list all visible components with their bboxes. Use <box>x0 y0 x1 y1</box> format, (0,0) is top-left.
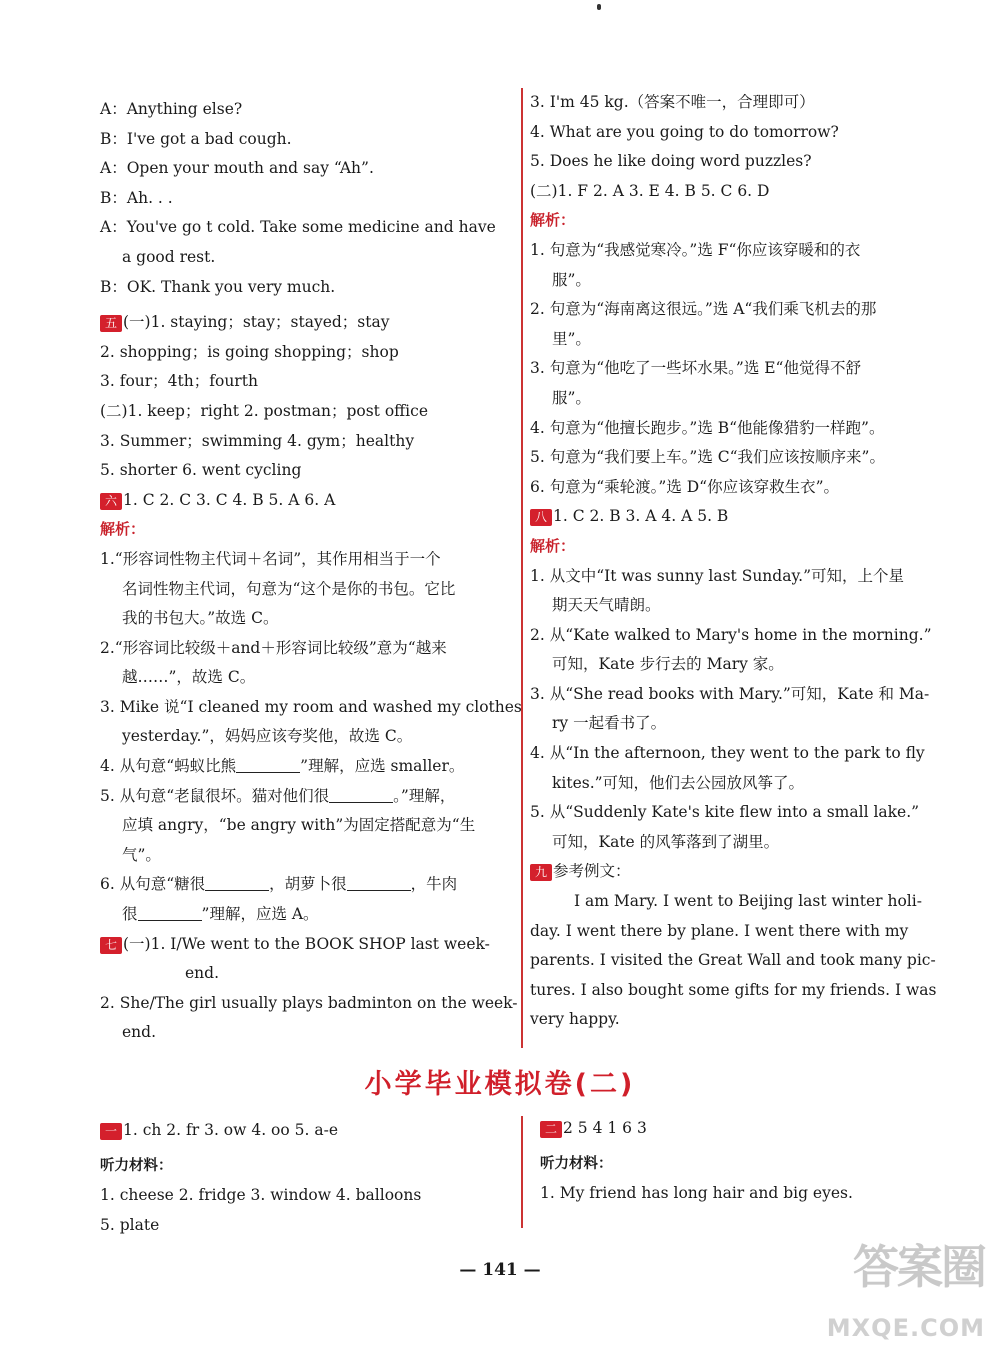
text-segment: 。”理解， <box>393 786 456 805</box>
analysis-line: 应填 angry，“be angry with”为固定搭配意为“生 <box>122 816 476 835</box>
answer-line: (二)1. F 2. A 3. E 4. B 5. C 6. D <box>530 181 770 200</box>
listening-line: 1. cheese 2. fridge 3. window 4. balloons <box>100 1186 422 1205</box>
answer-line: 5. shorter 6. went cycling <box>100 461 302 480</box>
answer-blank <box>138 906 202 921</box>
essay-line: tures. I also bought some gifts for my friends. I was <box>530 980 937 999</box>
analysis-line: 2. 句意为“海南离这很远。”选 A“我们乘飞机去的那 <box>530 300 877 319</box>
answer-line: 4. What are you going to do tomorrow? <box>530 122 839 141</box>
section-badge: 七 <box>100 937 122 954</box>
essay-line: day. I went there by plane. I went there with my <box>530 921 909 940</box>
dialogue-line: B：I've got a bad cough. <box>100 129 292 148</box>
section2-row <box>540 1114 950 1144</box>
watermark-url: MXQE.COM <box>826 1314 985 1342</box>
right-column <box>530 88 950 1035</box>
answer-line: 3. Summer；swimming 4. gym；healthy <box>100 431 415 450</box>
exam-title: 小学毕业模拟卷(二) <box>364 1069 636 1100</box>
text-segment: 很 <box>122 905 138 924</box>
section9-row <box>530 857 950 887</box>
analysis-line: yesterday.”，妈妈应该夸奖他，故选 C。 <box>122 727 413 746</box>
analysis-line: 6. 句意为“乘轮渡。”选 D“你应该穿救生衣”。 <box>530 477 840 496</box>
analysis-line-q6-cont <box>100 900 515 930</box>
analysis-line: 我的书包大。”故选 C。 <box>122 609 279 628</box>
analysis-label: 解析： <box>530 211 576 230</box>
listening-material-label: 听力材料： <box>540 1155 613 1172</box>
section-badge: 九 <box>530 864 552 881</box>
analysis-line: 4. 从“In the afternoon, they went to the park to fly <box>530 744 925 763</box>
answer-text: 1. C 2. C 3. C 4. B 5. A 6. A <box>123 490 336 509</box>
sample-essay-label: 参考例文： <box>553 862 631 881</box>
analysis-line: 服”。 <box>552 270 591 289</box>
analysis-line: 4. 句意为“他擅长跑步。”选 B“他能像猎豹一样跑”。 <box>530 418 885 437</box>
analysis-line: 5. 句意为“我们要上车。”选 C“我们应该按顺序来”。 <box>530 448 885 467</box>
answer-blank <box>205 876 269 891</box>
answer-blank <box>347 876 411 891</box>
analysis-line: 1. 从文中“It was sunny last Sunday.”可知，上个星 <box>530 566 904 585</box>
analysis-line: 越……”，故选 C。 <box>122 668 256 687</box>
analysis-line: 1.“形容词性物主代词＋名词”，其作用相当于一个 <box>100 549 441 568</box>
essay-line: I am Mary. I went to Beijing last winter holi- <box>574 892 922 911</box>
answer-line: end. <box>185 964 220 983</box>
text-segment: 5. 从句意“老鼠很坏。猫对他们很 <box>100 786 330 805</box>
analysis-line: 5. 从“Suddenly Kate's kite flew into a small lake.” <box>530 803 920 822</box>
text-segment: ”理解，应选 smaller。 <box>300 757 465 776</box>
answer-line: 5. Does he like doing word puzzles? <box>530 152 812 171</box>
listening-line: 1. My friend has long hair and big eyes. <box>540 1184 853 1203</box>
analysis-line: 3. Mike 说“I cleaned my room and washed my clothes <box>100 697 522 716</box>
analysis-line: 可知，Kate 步行去的 Mary 家。 <box>552 655 784 674</box>
column-divider <box>521 88 523 1048</box>
analysis-line: 3. 从“She read books with Mary.”可知，Kate 和 Ma- <box>530 684 930 703</box>
section-badge: 八 <box>530 509 552 526</box>
scan-speck <box>597 4 601 10</box>
essay-line: very happy. <box>530 1010 620 1029</box>
section-badge: 一 <box>100 1123 122 1140</box>
listening-line: 5. plate <box>100 1215 160 1234</box>
answer-text: (一)1. staying；stay；stayed；stay <box>123 313 390 332</box>
dialogue-line: a good rest. <box>122 247 216 266</box>
answer-text: (一)1. I/We went to the BOOK SHOP last week- <box>123 934 490 953</box>
dialogue-line: A：You've go t cold. Take some medicine and have <box>100 218 496 237</box>
answer-line: 3. I'm 45 kg.（答案不唯一，合理即可） <box>530 93 815 111</box>
analysis-line: kites.”可知，他们去公园放风筝了。 <box>552 773 805 792</box>
bottom-right-block <box>540 1114 950 1209</box>
answer-text: 2 5 4 1 6 3 <box>563 1119 647 1137</box>
listening-material-label: 听力材料： <box>100 1157 173 1174</box>
text-segment: ”理解，应选 A。 <box>201 905 319 924</box>
analysis-line: 2. 从“Kate walked to Mary's home in the morning.” <box>530 625 932 644</box>
section6-row <box>100 486 515 516</box>
answer-line: end. <box>122 1023 157 1042</box>
left-column <box>100 95 522 1048</box>
analysis-line: 2.“形容词比较级＋and＋形容词比较级”意为“越来 <box>100 638 447 657</box>
text-segment: ，牛肉 <box>410 875 458 894</box>
answer-line: 3. four；4th；fourth <box>100 372 258 391</box>
analysis-line: 气”。 <box>122 845 161 864</box>
text-segment: 4. 从句意“蚂蚁比熊 <box>100 757 237 776</box>
analysis-line: 3. 句意为“他吃了一些坏水果。”选 E“他觉得不舒 <box>530 359 861 378</box>
analysis-line: 1. 句意为“我感觉寒冷。”选 F“你应该穿暖和的衣 <box>530 240 861 259</box>
analysis-line: 可知，Kate 的风筝落到了湖里。 <box>552 832 780 851</box>
dialogue-line: B：OK. Thank you very much. <box>100 277 336 296</box>
analysis-line-q4 <box>100 752 515 782</box>
section-badge: 五 <box>100 315 122 332</box>
answer-line: (二)1. keep；right 2. postman；post office <box>100 401 428 420</box>
page-number: — 141 — <box>459 1260 541 1280</box>
answer-line: 2. shopping；is going shopping；shop <box>100 342 399 361</box>
bottom-left-block <box>100 1116 515 1240</box>
dialogue-line: A：Anything else? <box>100 100 243 118</box>
answer-blank <box>329 788 393 803</box>
answer-blank <box>236 758 300 773</box>
dialogue-line: A：Open your mouth and say “Ah”. <box>100 159 374 178</box>
essay-line: parents. I visited the Great Wall and took many pic- <box>530 951 936 970</box>
analysis-label: 解析： <box>100 520 146 539</box>
answer-text: 1. C 2. B 3. A 4. A 5. B <box>553 507 729 526</box>
analysis-line: ry 一起看书了。 <box>552 714 667 733</box>
section-badge: 二 <box>540 1121 562 1138</box>
analysis-line: 服”。 <box>552 388 591 407</box>
text-segment: 6. 从句意“糖很 <box>100 875 206 894</box>
watermark-stamp: 答案圈 <box>853 1240 985 1294</box>
watermark-logo <box>815 1232 985 1342</box>
section-badge: 六 <box>100 493 122 510</box>
analysis-line: 里”。 <box>552 329 591 348</box>
analysis-line: 期天天气晴朗。 <box>552 596 661 615</box>
column-divider <box>521 1116 523 1228</box>
analysis-line-q6 <box>100 870 515 900</box>
text-segment: ，胡萝卜很 <box>269 875 347 894</box>
section1-row <box>100 1116 515 1146</box>
answer-line: 2. She/The girl usually plays badminton on the week- <box>100 993 518 1012</box>
answer-text: 1. ch 2. fr 3. ow 4. oo 5. a-e <box>123 1121 339 1139</box>
analysis-label: 解析： <box>530 536 576 555</box>
section8-row <box>530 502 950 532</box>
dialogue-line: B：Ah. . . <box>100 188 173 207</box>
section7-row <box>100 930 515 960</box>
analysis-line: 名词性物主代词，句意为“这个是你的书包。它比 <box>122 579 456 598</box>
analysis-line-q5 <box>100 782 515 812</box>
section5-row <box>100 308 515 338</box>
